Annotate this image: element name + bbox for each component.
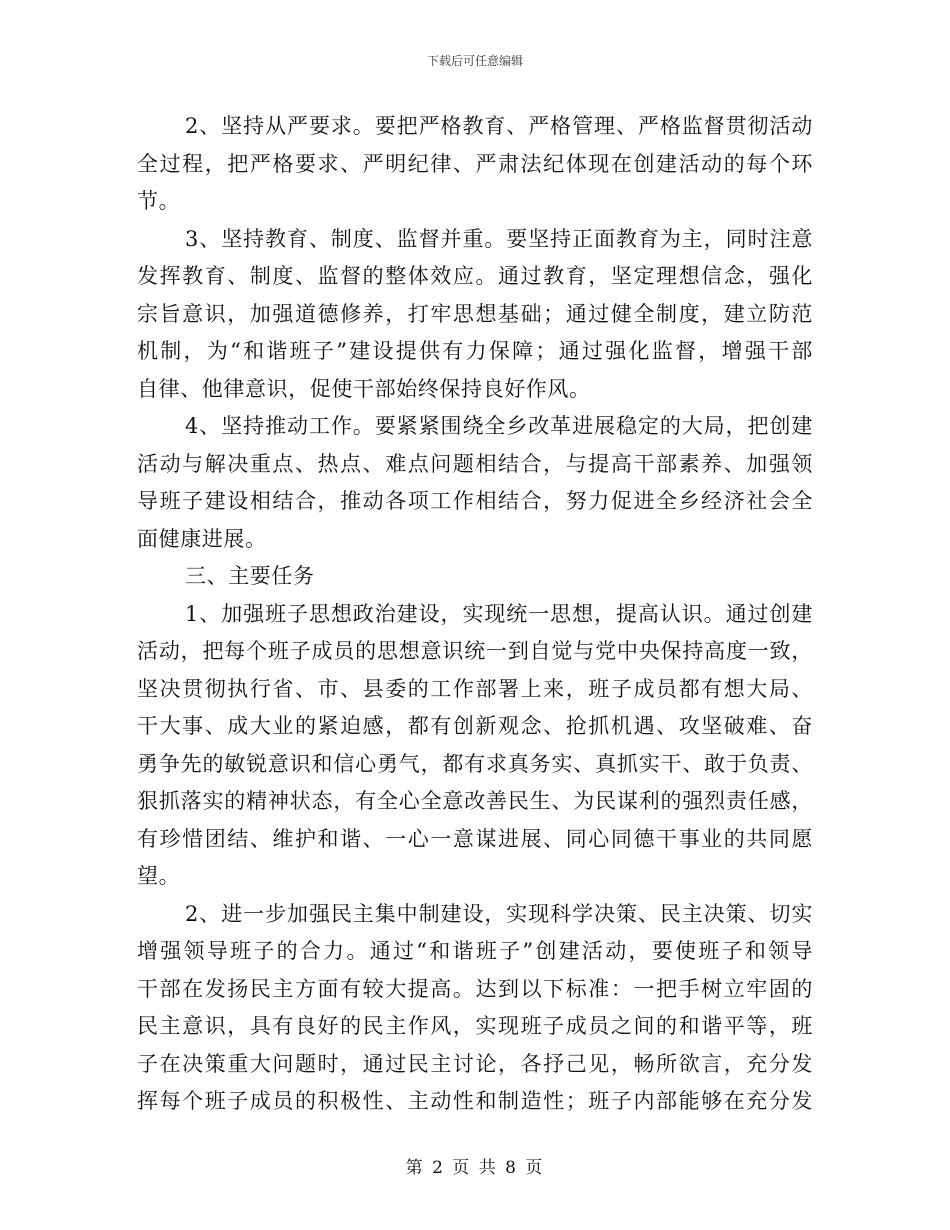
text-line: 面健康进展。 (137, 526, 267, 551)
text-line: 子在决策重大问题时，通过民主讨论，各抒己见，畅所欲言，充分发 (137, 1051, 813, 1076)
text-line: 全过程，把严格要求、严明纪律、严肃法纪体现在创建活动的每个环 (137, 151, 813, 176)
text-line: 挥每个班子成员的积极性、主动性和制造性；班子内部能够在充分发 (137, 1089, 813, 1113)
text-line: 节。 (137, 189, 181, 213)
text-line: 狠抓落实的精神状态，有全心全意改善民生、为民谋利的强烈责任感， (137, 789, 813, 813)
text-line: 勇争先的敏锐意识和信心勇气，都有求真务实、真抓实干、敢于负责、 (137, 751, 813, 776)
text-line: 1、加强班子思想政治建设，实现统一思想，提高认识。通过创建 (185, 601, 813, 626)
text-line: 干大事、成大业的紧迫感，都有创新观念、抢抓机遇、攻坚破难、奋 (137, 714, 813, 738)
page-footer: 第 2 页 共 8 页 (405, 1158, 545, 1178)
page-header: 下载后可任意编辑 (426, 54, 523, 68)
text-line: 活动与解决重点、热点、难点问题相结合，与提高干部素养、加强领 (137, 451, 813, 476)
section-heading: 三、主要任务 (185, 564, 315, 588)
text-line: 导班子建设相结合，推动各项工作相结合，努力促进全乡经济社会全 (137, 489, 813, 513)
text-line: 发挥教育、制度、监督的整体效应。通过教育，坚定理想信念，强化 (137, 264, 813, 288)
text-line: 有珍惜团结、维护和谐、一心一意谋进展、同心同德干事业的共同愿 (137, 826, 813, 851)
text-line: 活动，把每个班子成员的思想意识统一到自觉与党中央保持高度一致， (137, 639, 813, 663)
text-line: 民主意识，具有良好的民主作风，实现班子成员之间的和谐平等，班 (137, 1014, 813, 1038)
text-line: 增强领导班子的合力。通过“和谐班子”创建活动，要使班子和领导 (137, 939, 813, 963)
text-line: 3、坚持教育、制度、监督并重。要坚持正面教育为主，同时注意 (185, 226, 813, 251)
text-line: 2、进一步加强民主集中制建设，实现科学决策、民主决策、切实 (185, 901, 813, 926)
text-line: 宗旨意识，加强道德修养，打牢思想基础；通过健全制度，建立防范 (137, 301, 813, 326)
text-line: 4、坚持推动工作。要紧紧围绕全乡改革进展稳定的大局，把创建 (185, 414, 813, 438)
text-line: 干部在发扬民主方面有较大提高。达到以下标准：一把手树立牢固的 (137, 976, 813, 1001)
text-line: 机制，为“和谐班子”建设提供有力保障；通过强化监督，增强干部 (137, 339, 813, 363)
document-body (137, 108, 813, 1121)
text-line: 坚决贯彻执行省、市、县委的工作部署上来，班子成员都有想大局、 (137, 676, 813, 701)
text-line: 望。 (137, 864, 181, 888)
text-line: 2、坚持从严要求。要把严格教育、严格管理、严格监督贯彻活动 (185, 114, 813, 138)
text-line: 自律、他律意识，促使干部始终保持良好作风。 (137, 376, 591, 401)
